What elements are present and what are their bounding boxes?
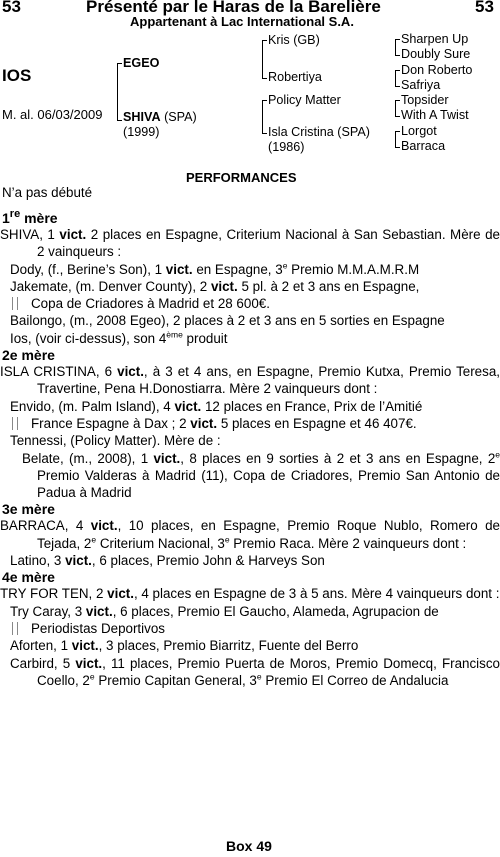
dam-paragraph: SHIVA, 1 vict. 2 places en Espagne, Criterium Nacional à San Sebastian. Mère de 2 vainqueurs : — [0, 227, 500, 260]
pedigree-sire-sire: Kris (GB) — [268, 33, 320, 47]
pedigree-notes — [0, 210, 500, 689]
pedigree-g4-1: Sharpen Up — [401, 32, 469, 46]
offspring-dody: Dody, (f., Berine’s Son), 1 vict. en Espagne, 3e Premio M.M.A.M.R.M — [10, 260, 420, 277]
horse-name: IOS — [2, 66, 32, 85]
page-number-right: 53 — [475, 0, 494, 16]
section-1re-mere: 1re mère — [2, 208, 58, 226]
section-2e-mere: 2e mère — [2, 347, 55, 364]
page-number-left: 53 — [2, 0, 21, 16]
pedigree-dam-year: (1999) — [123, 125, 160, 139]
offspring-aforten: Aforten, 1 vict., 3 places, Premio Biarritz, Fuente del Berro — [10, 638, 359, 654]
pedigree-g4-5: Topsider — [401, 93, 449, 107]
continuation-marker — [12, 622, 18, 635]
offspring-bailongo: Bailongo, (m., 2008 Egeo), 2 places à 2 et 3 ans en 5 sorties en Espagne — [10, 313, 445, 329]
dam-paragraph: ISLA CRISTINA, 6 vict., à 3 et 4 ans, en Espagne, Premio Kutxa, Premio Teresa, Travertine, Pena H.Donostiarra. Mère 2 vainqueurs dont : — [0, 364, 500, 397]
offspring-tennessi: Tennessi, (Policy Matter). Mère de : — [10, 433, 221, 449]
offspring-carbird: Carbird, 5 vict., 11 places, Premio Puerta de Moros, Premio Domecq, Francisco Coello, 2e Premio Capitan General, 3e Premio El Correo de Andalucia — [10, 655, 500, 688]
section-3e-mere: 3e mère — [2, 501, 55, 518]
pedigree-bracket — [262, 40, 267, 79]
continuation-marker — [12, 417, 18, 430]
pedigree-dam-dam-year: (1986) — [268, 140, 305, 154]
offspring-envido: Envido, (m. Palm Island), 4 vict. 12 places en France, Prix de l’Amitié — [10, 398, 423, 414]
horse-description: M. al. 06/03/2009 — [2, 107, 103, 122]
dam-paragraph: BARRACA, 4 vict., 10 places, en Espagne, Premio Roque Nublo, Romero de Tejada, 2e Criterium Nacional, 3e Premio Raca. Mère 2 vainqueurs dont : — [0, 518, 500, 551]
page-title: Présenté par le Haras de la Barelière — [86, 0, 381, 16]
offspring-envido-cont: France Espagne à Dax ; 2 vict. 5 places en Espagne et 46 407€. — [0, 415, 500, 432]
pedigree-dam-name: SHIVA — [123, 110, 161, 124]
offspring-belate: Belate, (m., 2008), 1 vict., 8 places en 9 sorties à 2 et 3 ans en Espagne, 2e Premio Valderas à Madrid (11), Copa de Criadores, Premio San Antonio de Padua à Madrid — [22, 449, 500, 501]
pedigree-dam-sire: Policy Matter — [268, 93, 341, 107]
box-number: Box 49 — [226, 838, 272, 854]
performances-text: N’a pas débuté — [2, 185, 93, 200]
pedigree-bracket — [262, 100, 267, 134]
owner-line: Appartenant à Lac International S.A. — [130, 14, 354, 29]
pedigree-bracket — [395, 70, 400, 87]
pedigree-bracket — [395, 100, 400, 117]
offspring-try-caray: Try Caray, 3 vict., 6 places, Premio El Gaucho, Alameda, Agrupacion de — [10, 603, 439, 619]
pedigree-sire: EGEO — [123, 56, 160, 70]
pedigree-g4-7: Lorgot — [401, 124, 437, 138]
pedigree-g4-3: Don Roberto — [401, 63, 473, 77]
offspring-ios: Ios, (voir ci-dessus), son 4ème produit — [10, 329, 228, 346]
pedigree-dam-country: (SPA) — [164, 110, 197, 124]
offspring-jakemate: Jakemate, (m. Denver County), 2 vict. 5 pl. à 2 et 3 ans en Espagne, — [10, 278, 420, 294]
pedigree-dam-dam: Isla Cristina (SPA) — [268, 125, 370, 139]
dam-paragraph: TRY FOR TEN, 2 vict., 4 places en Espagne de 3 à 5 ans. Mère 4 vainqueurs dont : — [0, 586, 500, 602]
offspring-jakemate-cont: Copa de Criadores à Madrid et 28 600€. — [0, 295, 500, 312]
pedigree-g4-6: With A Twist — [401, 108, 469, 122]
section-4e-mere: 4e mère — [2, 569, 55, 586]
offspring-latino: Latino, 3 vict., 6 places, Premio John & Harveys Son — [10, 553, 325, 569]
pedigree-g4-4: Safriya — [401, 78, 441, 92]
pedigree-g4-8: Barraca — [401, 139, 446, 153]
pedigree-dam — [123, 110, 197, 125]
pedigree-bracket — [117, 63, 122, 121]
pedigree-bracket — [395, 39, 400, 56]
pedigree-g4-2: Doubly Sure — [401, 47, 471, 61]
offspring-try-caray-cont: Periodistas Deportivos — [0, 620, 500, 637]
pedigree-bracket — [395, 131, 400, 148]
pedigree-sire-dam: Robertiya — [268, 70, 322, 84]
continuation-marker — [12, 297, 18, 310]
performances-title: PERFORMANCES — [186, 170, 297, 185]
